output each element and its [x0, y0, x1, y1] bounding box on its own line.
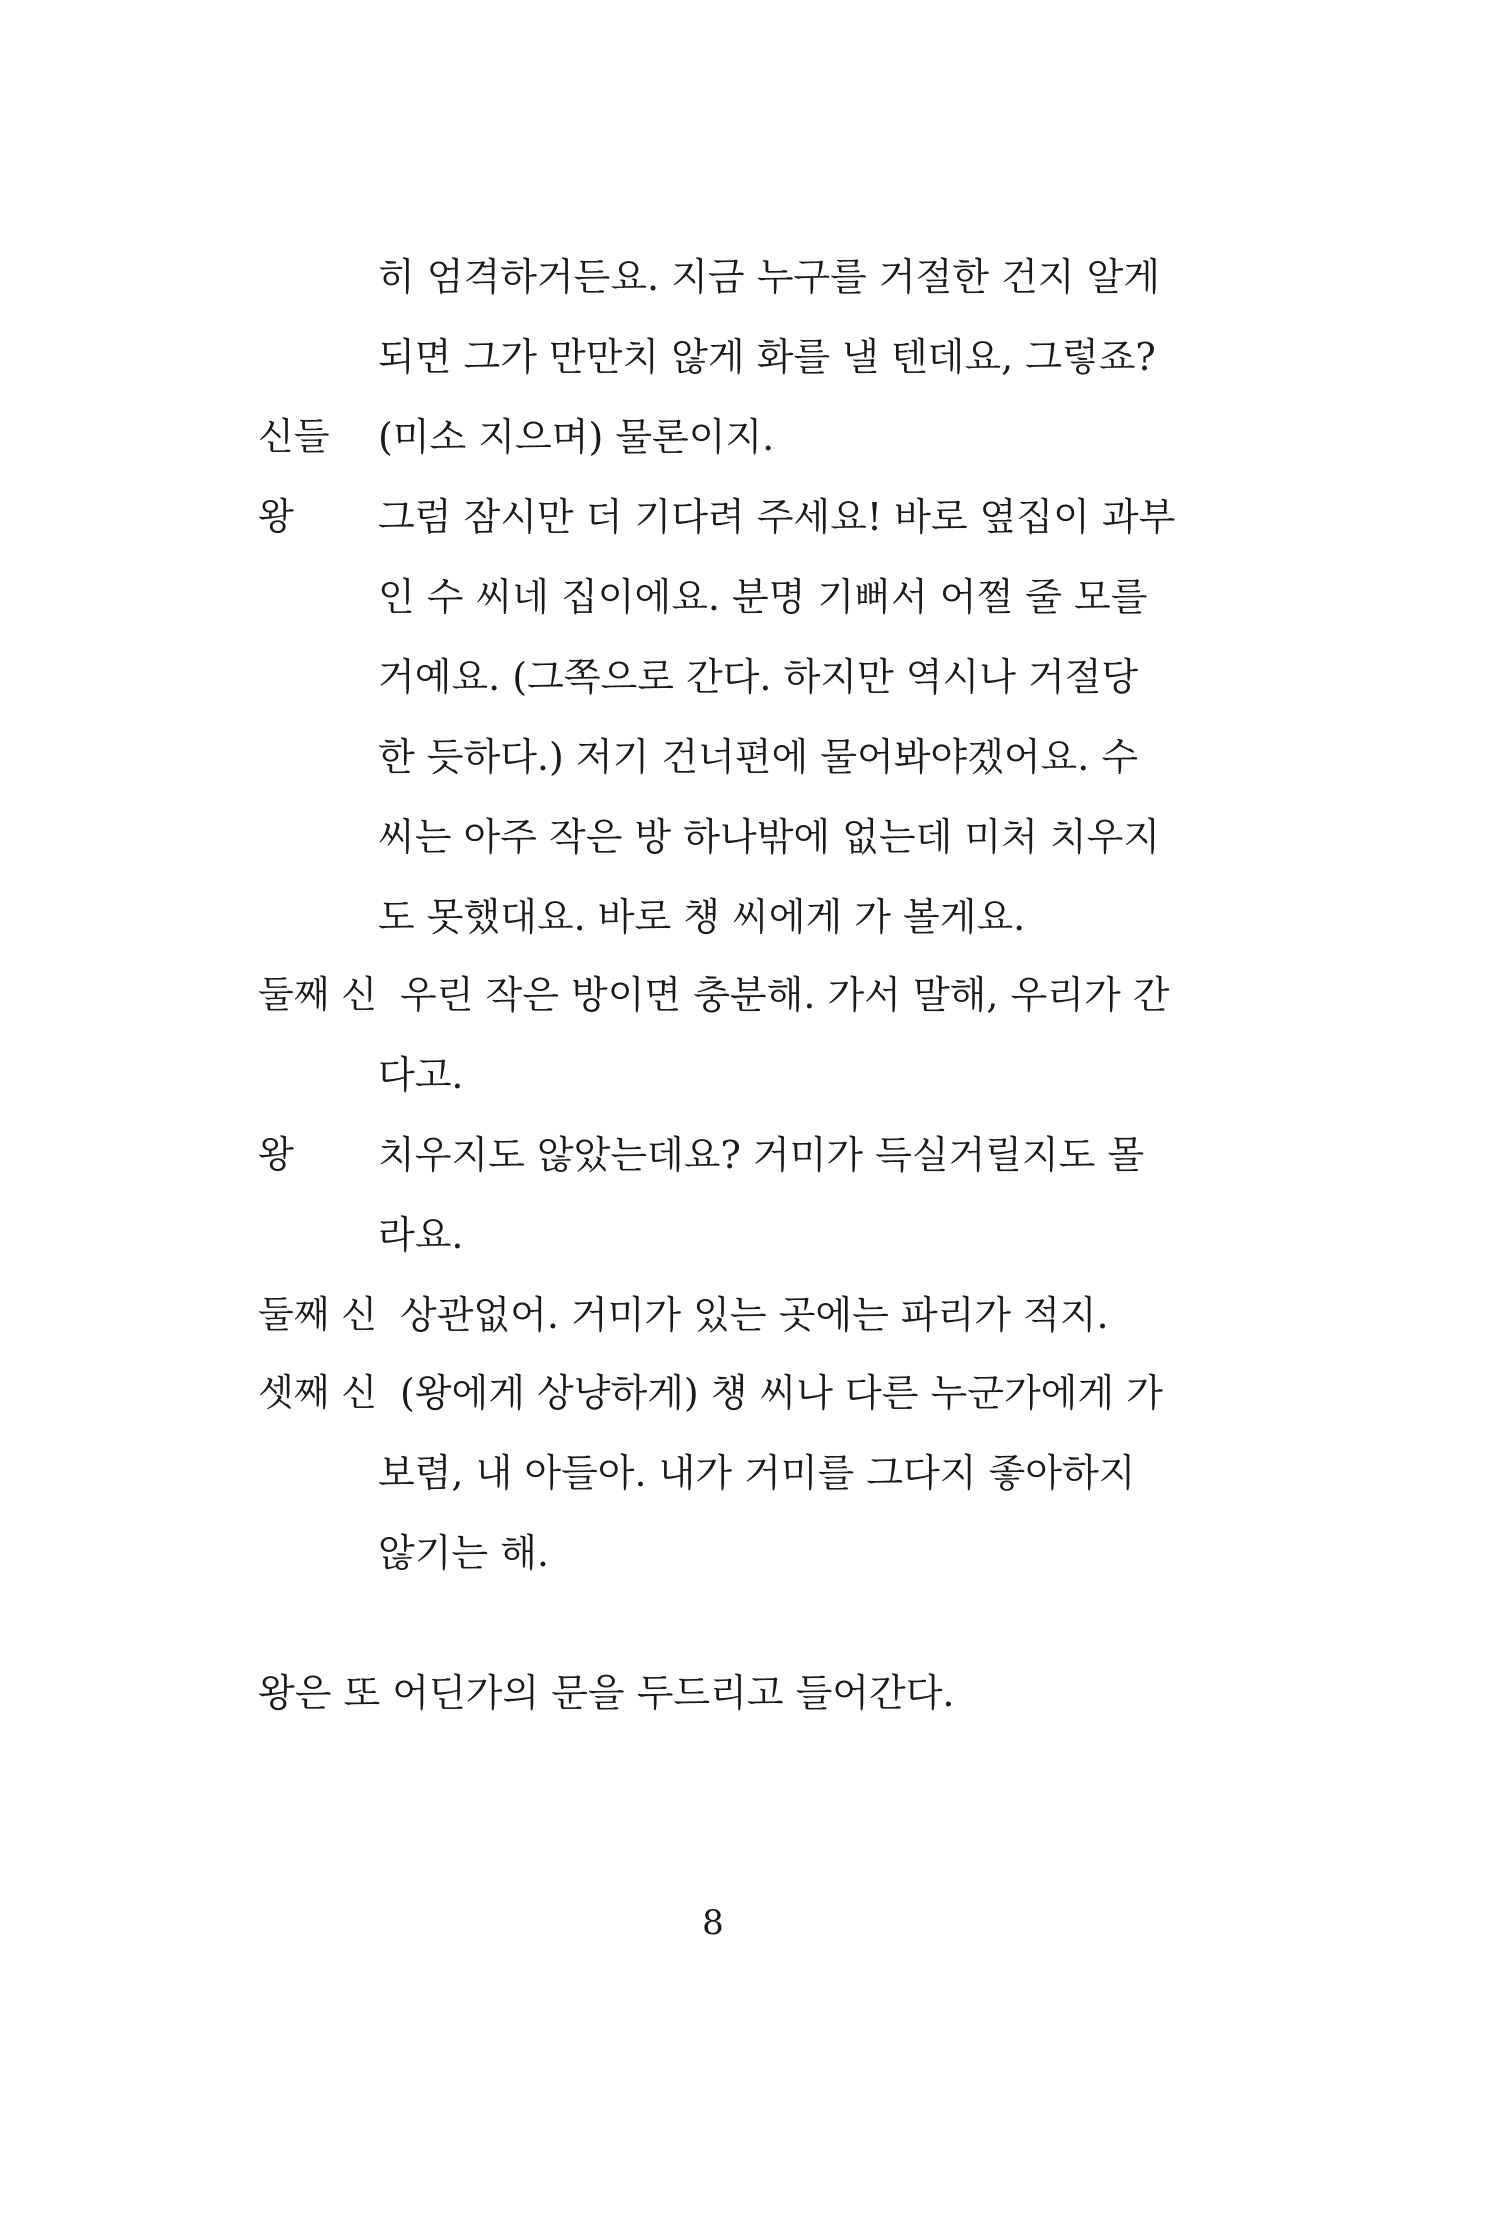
- speaker-label: 왕: [258, 1133, 294, 1176]
- dialogue-line: 우린 작은 방이면 충분해. 가서 말해, 우리가 간: [400, 973, 1170, 1017]
- page-number: 8: [702, 1903, 724, 1943]
- dialogue-line: 그럼 잠시만 더 기다려 주세요! 바로 옆집이 과부: [378, 495, 1176, 539]
- dialogue-line: 되면 그가 만만치 않게 화를 낼 텐데요, 그렇죠?: [378, 335, 1156, 379]
- dialogue-line: 인 수 씨네 집이에요. 분명 기뻐서 어쩔 줄 모를: [378, 575, 1148, 619]
- dialogue-line: (미소 지으며) 물론이지.: [378, 415, 775, 459]
- speaker-label: 신들: [258, 415, 330, 458]
- dialogue-line: 다고.: [378, 1053, 464, 1097]
- dialogue-line: 보렴, 내 아들아. 내가 거미를 그다지 좋아하지: [378, 1451, 1136, 1495]
- dialogue-line: 히 엄격하거든요. 지금 누구를 거절한 건지 알게: [378, 255, 1161, 299]
- dialogue-line: (왕에게 상냥하게) 첑 씨나 다른 누군가에게 가: [400, 1371, 1163, 1415]
- speaker-label: 셋째 신: [258, 1371, 377, 1414]
- dialogue-line: 거예요. (그쪽으로 간다. 하지만 역시나 거절당: [378, 655, 1139, 699]
- speaker-label: 둘째 신: [258, 973, 377, 1016]
- dialogue-line: 한 듯하다.) 저기 건너편에 물어봐야겠어요. 수: [378, 735, 1139, 779]
- dialogue-line: 상관없어. 거미가 있는 곳에는 파리가 적지.: [400, 1293, 1109, 1337]
- dialogue-line: 치우지도 않았는데요? 거미가 득실거릴지도 몰: [378, 1133, 1145, 1177]
- speaker-label: 둘째 신: [258, 1293, 377, 1336]
- dialogue-line: 도 못했대요. 바로 첑 씨에게 가 볼게요.: [378, 895, 1026, 939]
- dialogue-line: 라요.: [378, 1213, 464, 1257]
- dialogue-line: 않기는 해.: [378, 1531, 549, 1575]
- speaker-label: 왕: [258, 495, 294, 538]
- stage-direction: 왕은 또 어딘가의 문을 두드리고 들어간다.: [258, 1671, 955, 1715]
- dialogue-line: 씨는 아주 작은 방 하나밖에 없는데 미처 치우지: [378, 815, 1161, 859]
